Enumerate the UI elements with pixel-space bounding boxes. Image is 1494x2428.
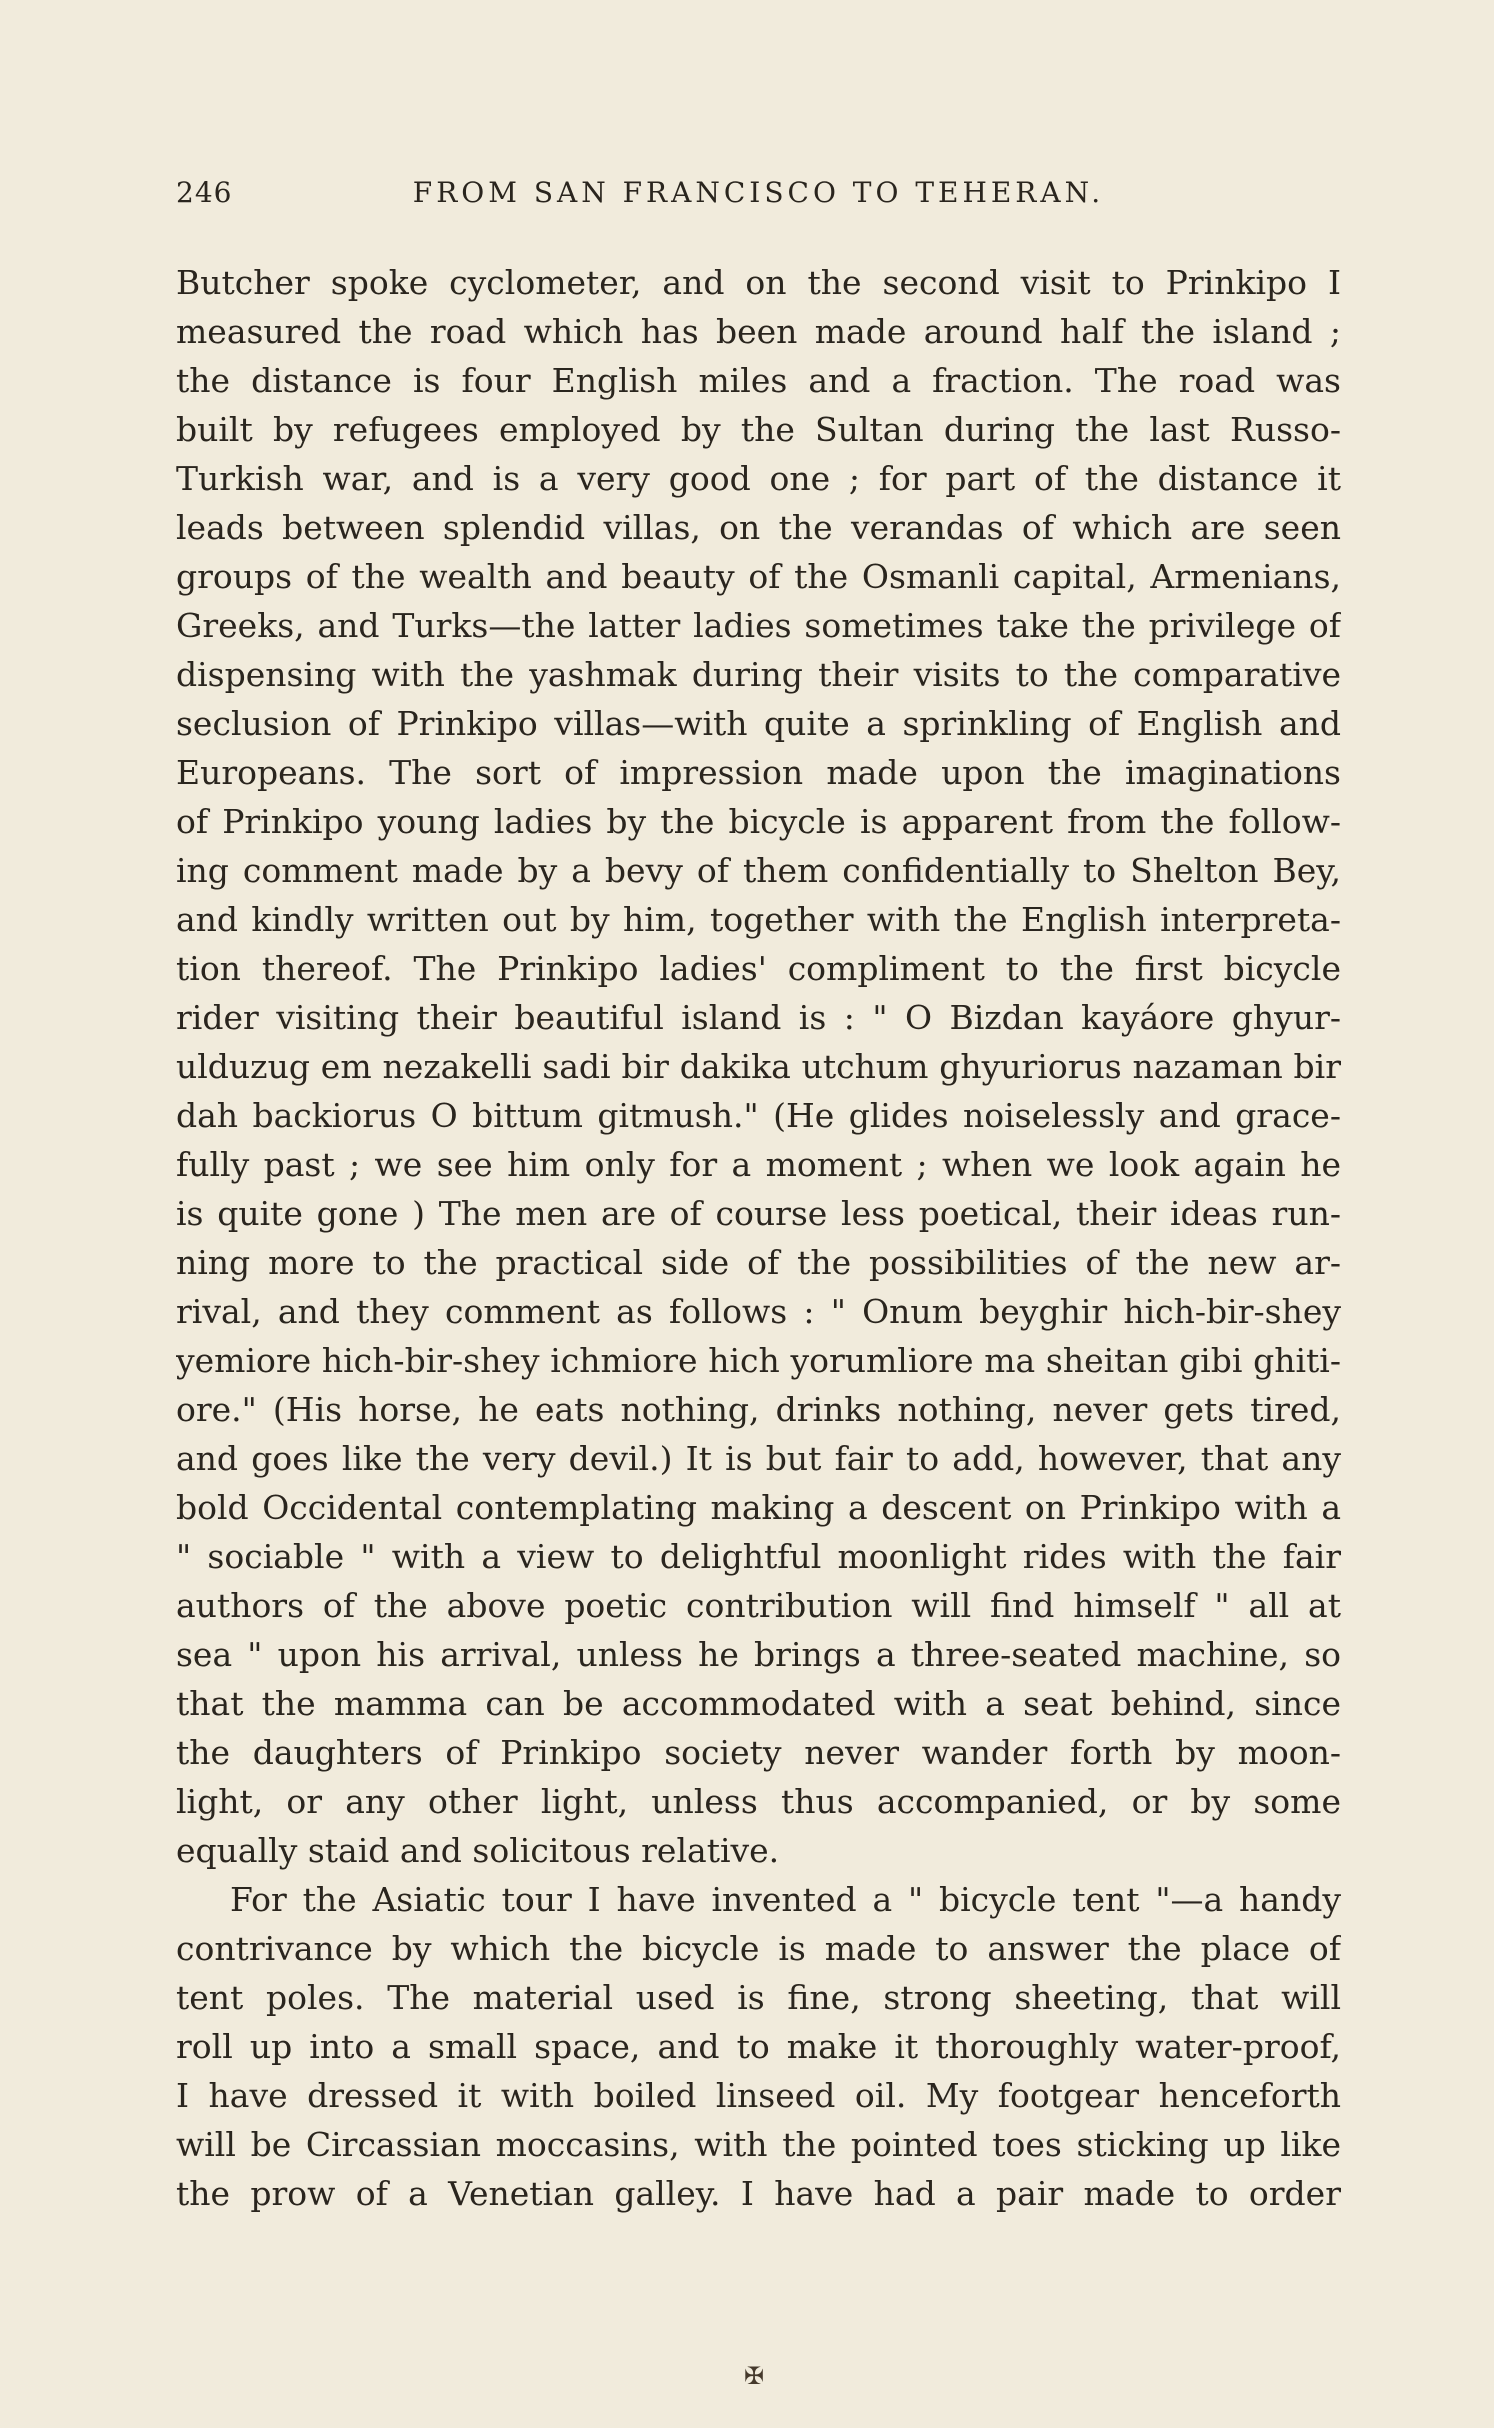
text-line: of Prinkipo young ladies by the bicycle is apparent from the follow-: [176, 802, 1341, 841]
ornament-icon: ✠: [743, 2362, 765, 2390]
text-line: the daughters of Prinkipo society never wander forth by moon-: [176, 1733, 1341, 1772]
text-line: the prow of a Venetian galley. I have had a pair made to order: [176, 2174, 1341, 2213]
paragraph-end-line: equally staid and solicitous relative.: [176, 1831, 780, 1870]
text-line: the distance is four English miles and a fraction. The road was: [176, 361, 1341, 400]
text-line: Europeans. The sort of impression made upon the imaginations: [176, 753, 1341, 792]
text-line: seclusion of Prinkipo villas—with quite a sprinkling of English and: [176, 704, 1341, 743]
text-line: that the mamma can be accommodated with a seat behind, since: [176, 1684, 1341, 1723]
text-line: ning more to the practical side of the possibilities of the new ar-: [176, 1243, 1341, 1282]
text-line: groups of the wealth and beauty of the Osmanli capital, Armenians,: [176, 557, 1341, 596]
text-line: yemiore hich-bir-shey ichmiore hich yorumliore ma sheitan gibi ghiti-: [176, 1341, 1341, 1380]
text-line: rival, and they comment as follows : " Onum beyghir hich-bir-shey: [176, 1292, 1341, 1331]
text-line: leads between splendid villas, on the verandas of which are seen: [176, 508, 1341, 547]
text-line: measured the road which has been made around half the island ;: [176, 312, 1341, 351]
text-line: ing comment made by a bevy of them confidentially to Shelton Bey,: [176, 851, 1341, 890]
text-line: ore." (His horse, he eats nothing, drinks nothing, never gets tired,: [176, 1390, 1341, 1429]
text-line: sea " upon his arrival, unless he brings a three-seated machine, so: [176, 1635, 1341, 1674]
text-line: and kindly written out by him, together with the English interpreta-: [176, 900, 1341, 939]
text-line: light, or any other light, unless thus accompanied, or by some: [176, 1782, 1341, 1821]
text-line: built by refugees employed by the Sultan during the last Russo-: [176, 410, 1341, 449]
page-header: [176, 176, 1341, 228]
text-line: ulduzug em nezakelli sadi bir dakika utchum ghyuriorus nazaman bir: [176, 1047, 1341, 1086]
text-line: and goes like the very devil.) It is but fair to add, however, that any: [176, 1439, 1341, 1478]
text-line: " sociable " with a view to delightful moonlight rides with the fair: [176, 1537, 1341, 1576]
text-line: authors of the above poetic contribution will find himself " all at: [176, 1586, 1341, 1625]
text-line: Butcher spoke cyclometer, and on the second visit to Prinkipo I: [176, 263, 1341, 302]
text-line: dispensing with the yashmak during their visits to the comparative: [176, 655, 1341, 694]
text-line: fully past ; we see him only for a moment ; when we look again he: [176, 1145, 1341, 1184]
text-line: roll up into a small space, and to make it thoroughly water-proof,: [176, 2027, 1341, 2066]
text-line: is quite gone ) The men are of course less poetical, their ideas run-: [176, 1194, 1341, 1233]
text-line: I have dressed it with boiled linseed oil. My footgear henceforth: [176, 2076, 1341, 2115]
text-line: tion thereof. The Prinkipo ladies' compliment to the first bicycle: [176, 949, 1341, 988]
page-number: 246: [176, 176, 233, 209]
text-line: tent poles. The material used is fine, strong sheeting, that will: [176, 1978, 1341, 2017]
text-line: contrivance by which the bicycle is made to answer the place of: [176, 1929, 1341, 1968]
running-title: FROM SAN FRANCISCO TO TEHERAN.: [412, 176, 1105, 209]
paragraph-start-line: For the Asiatic tour I have invented a " bicycle tent "—a handy: [230, 1880, 1341, 1919]
body-text: [176, 258, 1341, 2218]
text-line: dah backiorus O bittum gitmush." (He glides noiselessly and grace-: [176, 1096, 1341, 1135]
text-line: Turkish war, and is a very good one ; for part of the distance it: [176, 459, 1341, 498]
text-line: rider visiting their beautiful island is : " O Bizdan kayáore ghyur-: [176, 998, 1341, 1037]
text-line: will be Circassian moccasins, with the pointed toes sticking up like: [176, 2125, 1341, 2164]
text-line: bold Occidental contemplating making a descent on Prinkipo with a: [176, 1488, 1341, 1527]
text-line: Greeks, and Turks—the latter ladies sometimes take the privilege of: [176, 606, 1341, 645]
